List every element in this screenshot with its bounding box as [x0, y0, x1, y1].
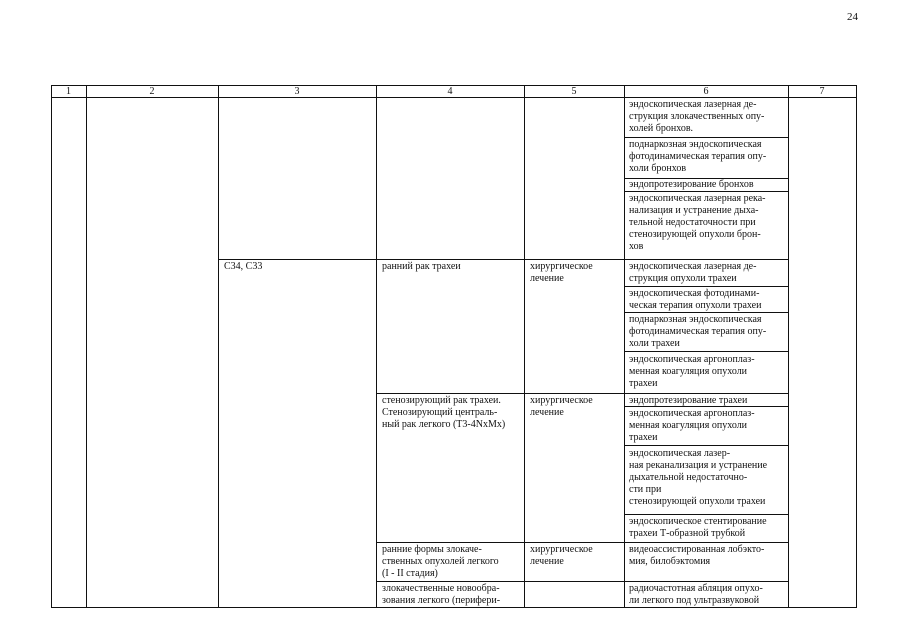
method-14: радиочастотная абляция опухо- ли легкого под ультразвуковой [629, 583, 763, 606]
method-5: эндоскопическая лазерная де- струкция опухоли трахеи [629, 261, 757, 284]
code-text: C34, C33 [224, 261, 263, 272]
method-13: видеоассистированная лобэкто- мия, билобэктомия [629, 544, 765, 567]
header-col-2: 2 [149, 86, 155, 97]
diagnosis-early-trachea: ранний рак трахеи [382, 261, 461, 272]
method-11: эндоскопическая лазер- ная реканализация и устранение дыхательной недостаточно- сти при стенозирующей опухоли трахеи [629, 448, 768, 507]
header-col-3: 3 [294, 86, 300, 97]
header-col-5: 5 [571, 86, 577, 97]
treatment-surgical-2: хирургическое лечение [530, 395, 593, 418]
method-9: эндопротезирование трахеи [629, 395, 748, 406]
treatment-surgical-3: хирургическое лечение [530, 544, 593, 567]
method-6: эндоскопическая фотодинами- ческая терапия опухоли трахеи [629, 288, 762, 311]
method-3: эндопротезирование бронхов [629, 179, 754, 190]
diagnosis-stenosing: стенозирующий рак трахеи. Стенозирующий централь- ный рак легкого (T3-4NxMx) [382, 395, 506, 430]
method-10: эндоскопическая аргоноплаз- менная коагуляция опухоли трахеи [629, 408, 755, 443]
header-col-1: 1 [66, 86, 71, 97]
method-4: эндоскопическая лазерная река- нализация и устранение дыха- тельной недостаточности при стенозирующей опухоли брон- хов [629, 193, 766, 252]
method-7: поднаркозная эндоскопическая фотодинамическая терапия опу- холи трахеи [629, 314, 767, 349]
method-1: эндоскопическая лазерная де- струкция злокачественных опу- холей бронхов. [629, 99, 765, 134]
method-2: поднаркозная эндоскопическая фотодинамическая терапия опу- холи бронхов [629, 139, 767, 174]
diagnosis-malignant: злокачественные новообра- зования легкого (перифери- [382, 583, 501, 606]
method-8: эндоскопическая аргоноплаз- менная коагуляция опухоли трахеи [629, 354, 755, 389]
method-12: эндоскопическое стентирование трахеи Т-образной трубкой [629, 516, 767, 539]
header-col-4: 4 [447, 86, 453, 97]
page-number: 24 [847, 11, 858, 23]
treatment-surgical-1: хирургическое лечение [530, 261, 593, 284]
diagnosis-early-forms: ранние формы злокаче- ственных опухолей легкого (I - II стадия) [382, 544, 499, 579]
header-col-7: 7 [819, 86, 825, 97]
header-col-6: 6 [703, 86, 709, 97]
code-cell [224, 261, 262, 273]
